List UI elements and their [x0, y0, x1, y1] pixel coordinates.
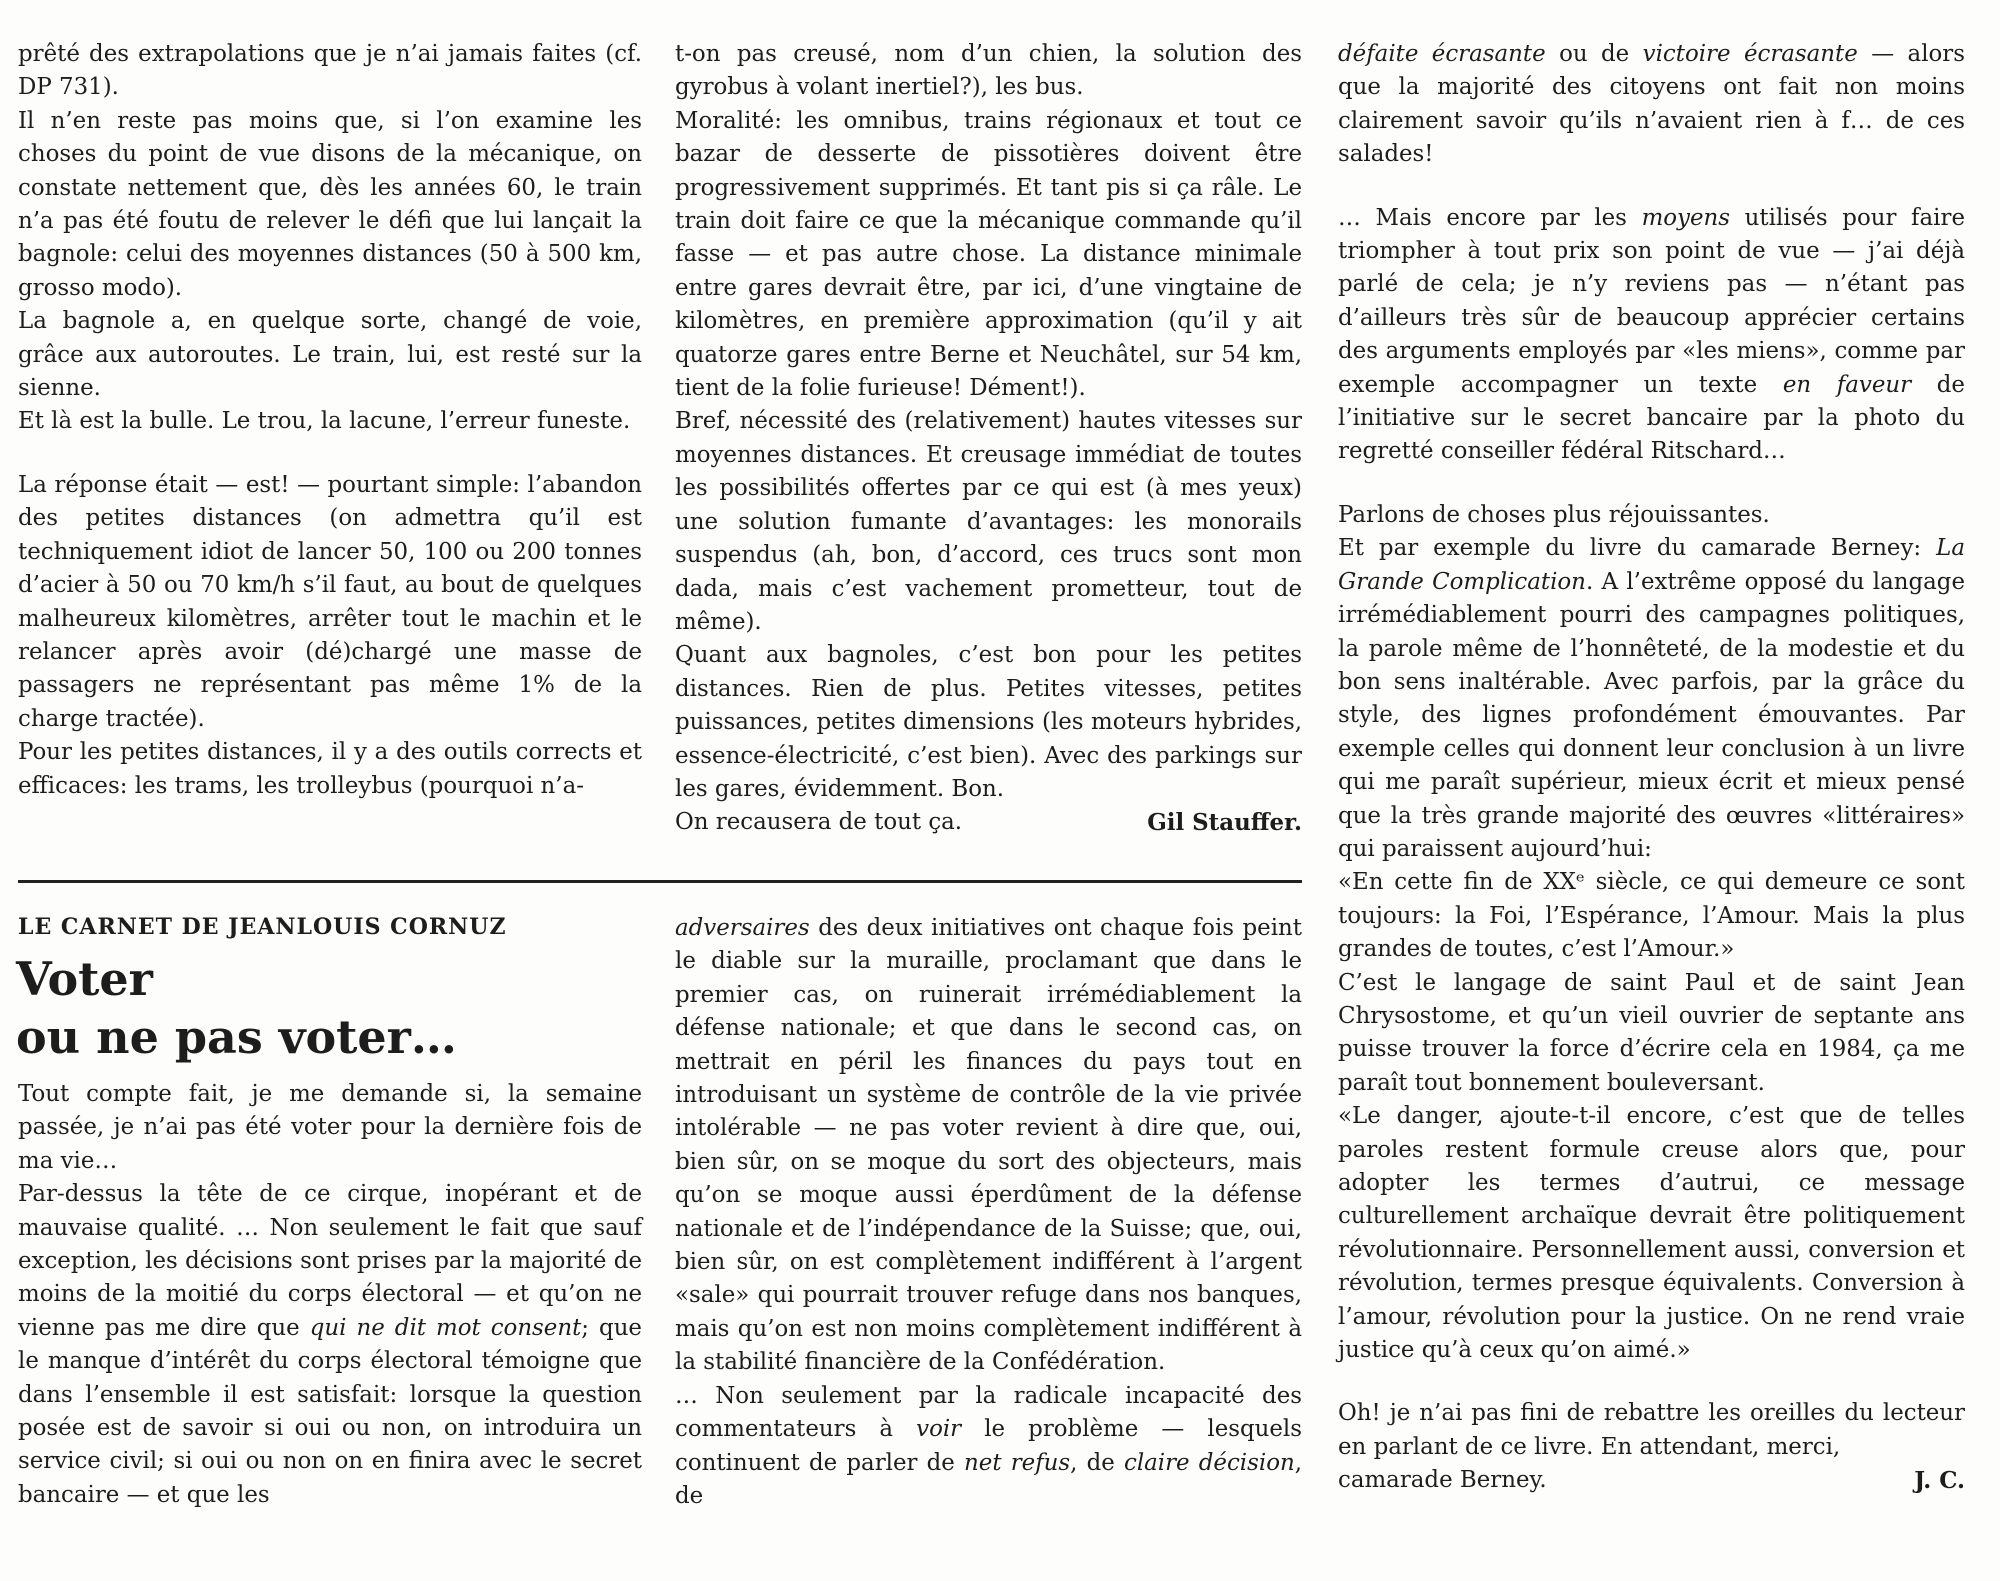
title-line-1: Voter: [16, 952, 153, 1006]
italic-phrase: qui ne dit mot consent: [309, 1314, 582, 1341]
paragraph: Parlons de choses plus réjouissantes.: [1338, 501, 1770, 528]
paragraph: Tout compte fait, je me demande si, la semaine passée, je n’ai pas été voter pour la dernière fois de ma vie…: [18, 1081, 642, 1174]
quote: «Le danger, ajoute-t-il encore, c’est que de telles paroles restent formule creuse alors que, pour adopter les termes d’autrui, ce message culturellement archaïque devrait être politiquement révolutionnaire. Personnellement aussi, conversion et révolution, termes presque équivalents. Conversion à l’amour, révolution pour la justice. On ne rend vraie justice qu’à ceux qu’on aimé.»: [1338, 1103, 1965, 1364]
column-2-bottom: [675, 912, 1302, 1513]
paragraph: Oh! je n’ai pas fini de rebattre les oreilles du lecteur en parlant de ce livre. En attendant, merci,: [1338, 1400, 1965, 1460]
paragraph: Il n’en reste pas moins que, si l’on examine les choses du point de vue disons de la mécanique, on constate nettement que, dès les années 60, le train n’a pas été foutu de relever le défi que lui lançait la bagnole: celui des moyennes distances (50 à 500 km, grosso modo).: [18, 107, 642, 301]
author-signature: Gil Stauffer.: [1147, 809, 1302, 837]
article-title: [16, 950, 457, 1066]
quote: «En cette fin de XXᵉ siècle, ce qui demeure ce sont toujours: la Foi, l’Espérance, l’Amour. Mais la plus grandes de toutes, c’est l’Amour.»: [1338, 869, 1965, 963]
column-1-bottom: [18, 1078, 642, 1512]
paragraph: Et là est la bulle. Le trou, la lacune, l’erreur funeste.: [18, 408, 631, 435]
section-divider: [18, 880, 1302, 883]
book-title: La Grande Complication: [1338, 535, 1965, 595]
paragraph: Par-dessus la tête de ce cirque, inopérant et de mauvaise qualité. … Non seulement le fait que sauf exception, les décisions sont prises par la majorité de moins de la moitié du corps électoral — et qu’on ne vienne pas me dire que qui ne dit mot consent; que le manque d’intérêt du corps électoral témoigne que dans l’ensemble il est satisfait: lorsque la question posée est de savoir si oui ou non, on introduira un service civil; si oui ou non on en finira avec le secret bancaire — et que les: [18, 1181, 642, 1508]
paragraph: Pour les petites distances, il y a des outils corrects et efficaces: les trams, les trolleybus (pourquoi n’a-: [18, 739, 642, 799]
paragraph: Bref, nécessité des (relativement) hautes vitesses sur moyennes distances. Et creusage immédiat de toutes les possibilités offertes par ce qui est (à mes yeux) une solution fumante d’avantages: les monorails suspendus (ah, bon, d’accord, ces trucs sont mon dada, mais c’est vachement prometteur, tout de même).: [675, 408, 1302, 635]
paragraph: La réponse était — est! — pourtant simple: l’abandon des petites distances (on admettra qu’il est techniquement idiot de lancer 50, 100 ou 200 tonnes d’acier à 50 ou 70 km/h s’il faut, au bout de quelques malheureux kilomètres, arrêter tout le machin et le relancer après avoir (dé)chargé une masse de passagers ne représentant pas même 1% de la charge tractée).: [18, 471, 642, 732]
author-initials: J. C.: [1914, 1467, 1965, 1495]
paragraph: Moralité: les omnibus, trains régionaux et tout ce bazar de desserte de pissotières doivent être progressivement supprimés. Et tant pis si ça râle. Le train doit faire ce que la mécanique commande qu’il fasse — et pas autre chose. La distance minimale entre gares devrait être, par ici, d’une vingtaine de kilomètres, en première approximation (qu’il y ait quatorze gares entre Berne et Neuchâtel, sur 54 km, tient de la folie furieuse! Dément!).: [675, 107, 1302, 402]
column-1-top: [18, 38, 642, 803]
paragraph: Et par exemple du livre du camarade Berney: La Grande Complication. A l’extrême opposé du langage irrémédiablement pourri des campagnes politiques, la parole même de l’honnêteté, de la modestie et du bon sens inaltérable. Avec parfois, par la grâce du style, des lignes profondément émouvantes. Par exemple celles qui donnent leur conclusion à un livre qui me paraît supérieur, mieux écrit et mieux pensé que la très grande majorité des œuvres «littéraires» qui paraissent aujourd’hui:: [1338, 535, 1966, 862]
column-3: [1338, 38, 1965, 1498]
paragraph: t-on pas creusé, nom d’un chien, la solution des gyrobus à volant inertiel?), les bus.: [675, 41, 1302, 101]
column-kicker: LE CARNET DE JEANLOUIS CORNUZ: [18, 914, 507, 940]
paragraph: prêté des extrapolations que je n’ai jamais faites (cf. DP 731).: [18, 41, 642, 101]
italic-phrase: adversaires: [675, 915, 810, 941]
paragraph: Quant aux bagnoles, c’est bon pour les petites distances. Rien de plus. Petites vitesses, petites puissances, petites dimensions (les moteurs hybrides, essence-électricité, c’est bien). Avec des parkings sur les gares, évidemment. Bon.: [675, 642, 1302, 802]
signature-line: camarade Berney. J. C.: [1338, 1464, 1965, 1497]
paragraph: adversaires des deux initiatives ont chaque fois peint le diable sur la muraille, proclamant que dans le premier cas, on ruinerait irrémédiablement la défense nationale; et que dans le second cas, on mettrait en péril les finances du pays tout en introduisant un système de contrôle de la vie privée intolérable — ne pas voter revient à dire que, oui, bien sûr, on se moque du sort des objecteurs, mais qu’on se moque aussi éperdûment de la défense nationale et de l’indépendance de la Suisse; que, oui, bien sûr, on est complètement indifférent à l’argent «sale» qui pourrait trouver refuge dans nos banques, mais qu’on est non moins complètement indifférent à la stabilité financière de la Confédération.: [675, 915, 1302, 1376]
paragraph: défaite écrasante ou de victoire écrasante — alors que la majorité des citoyens ont fait non moins clairement savoir qu’ils n’avaient rien à f… de ces salades!: [1338, 41, 1965, 168]
column-2-top: [675, 38, 1302, 840]
paragraph: … Mais encore par les moyens utilisés pour faire triompher à tout prix son point de vue — j’ai déjà parlé de cela; je n’y reviens pas — n’étant pas d’ailleurs très sûr de beaucoup apprécier certains des arguments employés par «les miens», comme par exemple accompagner un texte en faveur de l’initiative sur le secret bancaire par la photo du regretté conseiller fédéral Ritschard…: [1338, 204, 1965, 465]
closing-sentence: On recausera de tout ça.: [675, 809, 963, 836]
paragraph: C’est le langage de saint Paul et de saint Jean Chrysostome, et qu’un vieil ouvrier de septante ans puisse trouver la force d’écrire cela en 1984, ça me paraît tout bonnement bouleversant.: [1338, 969, 1965, 1096]
paragraph: … Non seulement par la radicale incapacité des commentateurs à voir le problème — lesquels continuent de parler de net refus, de claire décision, de: [675, 1382, 1302, 1509]
title-line-2: ou ne pas voter…: [16, 1010, 457, 1064]
signature-line: [675, 806, 1302, 839]
paragraph: La bagnole a, en quelque sorte, changé de voie, grâce aux autoroutes. Le train, lui, est resté sur la sienne.: [18, 308, 642, 402]
